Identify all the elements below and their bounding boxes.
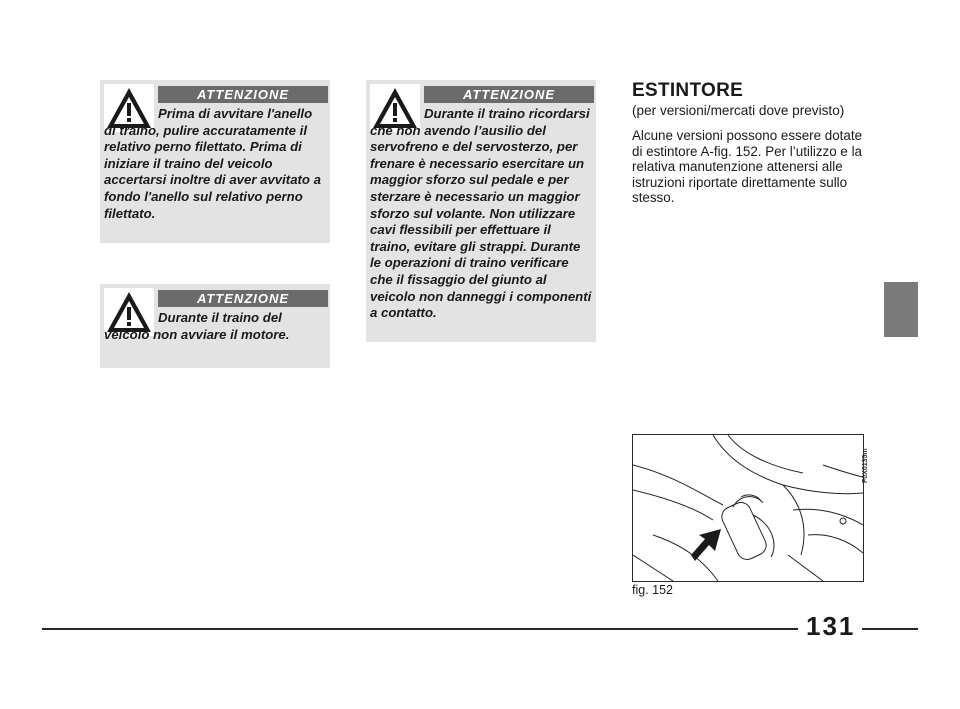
section-paragraph: Alcune versioni possono essere dotate di estintore A-fig. 152. Per l’utilizzo e la relativa manutenzione attenersi alle istruzioni riportate direttamente sullo stesso. xyxy=(632,128,863,206)
extinguisher-illustration xyxy=(633,435,863,581)
warning-header: ATTENZIONE xyxy=(158,86,328,103)
figure-caption: fig. 152 xyxy=(632,583,674,597)
warning-header: ATTENZIONE xyxy=(424,86,594,103)
chapter-side-tab xyxy=(884,282,918,337)
warning-text: Prima di avvitare l'anello di traino, pulire accuratamente il relativo perno filettato. Prima di iniziare il traino del veicolo accertarsi inoltre di aver avvitato a fondo l'anello sul relativo perno filettato. xyxy=(104,106,321,221)
footer-rule-left xyxy=(42,628,798,630)
section-title: ESTINTORE xyxy=(632,80,744,101)
warning-box-engine xyxy=(100,284,330,368)
warning-box-towing-effort xyxy=(366,80,596,342)
pointer-arrow-icon xyxy=(691,529,721,561)
figure-extinguisher xyxy=(632,434,864,582)
section-subtitle: (per versioni/mercati dove previsto) xyxy=(632,103,845,118)
footer-rule-right xyxy=(862,628,918,630)
page-number: 131 xyxy=(806,611,856,641)
figure-code: F0X0135m xyxy=(862,448,869,484)
warning-box-towing-ring xyxy=(100,80,330,243)
warning-header: ATTENZIONE xyxy=(158,290,328,307)
warning-text: Durante il traino del veicolo non avviare il motore. xyxy=(104,310,290,342)
warning-text: Durante il traino ricordarsi che non avendo l’ausilio del servofreno e del servosterzo, per frenare è necessario esercitare un maggior sforzo sul pedale e per sterzare è necessario un maggior sforzo sul volante. Non utilizzare cavi flessibili per effettuare il traino, evitare gli strappi. Durante le operazioni di traino verificare che il fissaggio del giunto al veicolo non danneggi i componenti a contatto. xyxy=(370,106,592,321)
